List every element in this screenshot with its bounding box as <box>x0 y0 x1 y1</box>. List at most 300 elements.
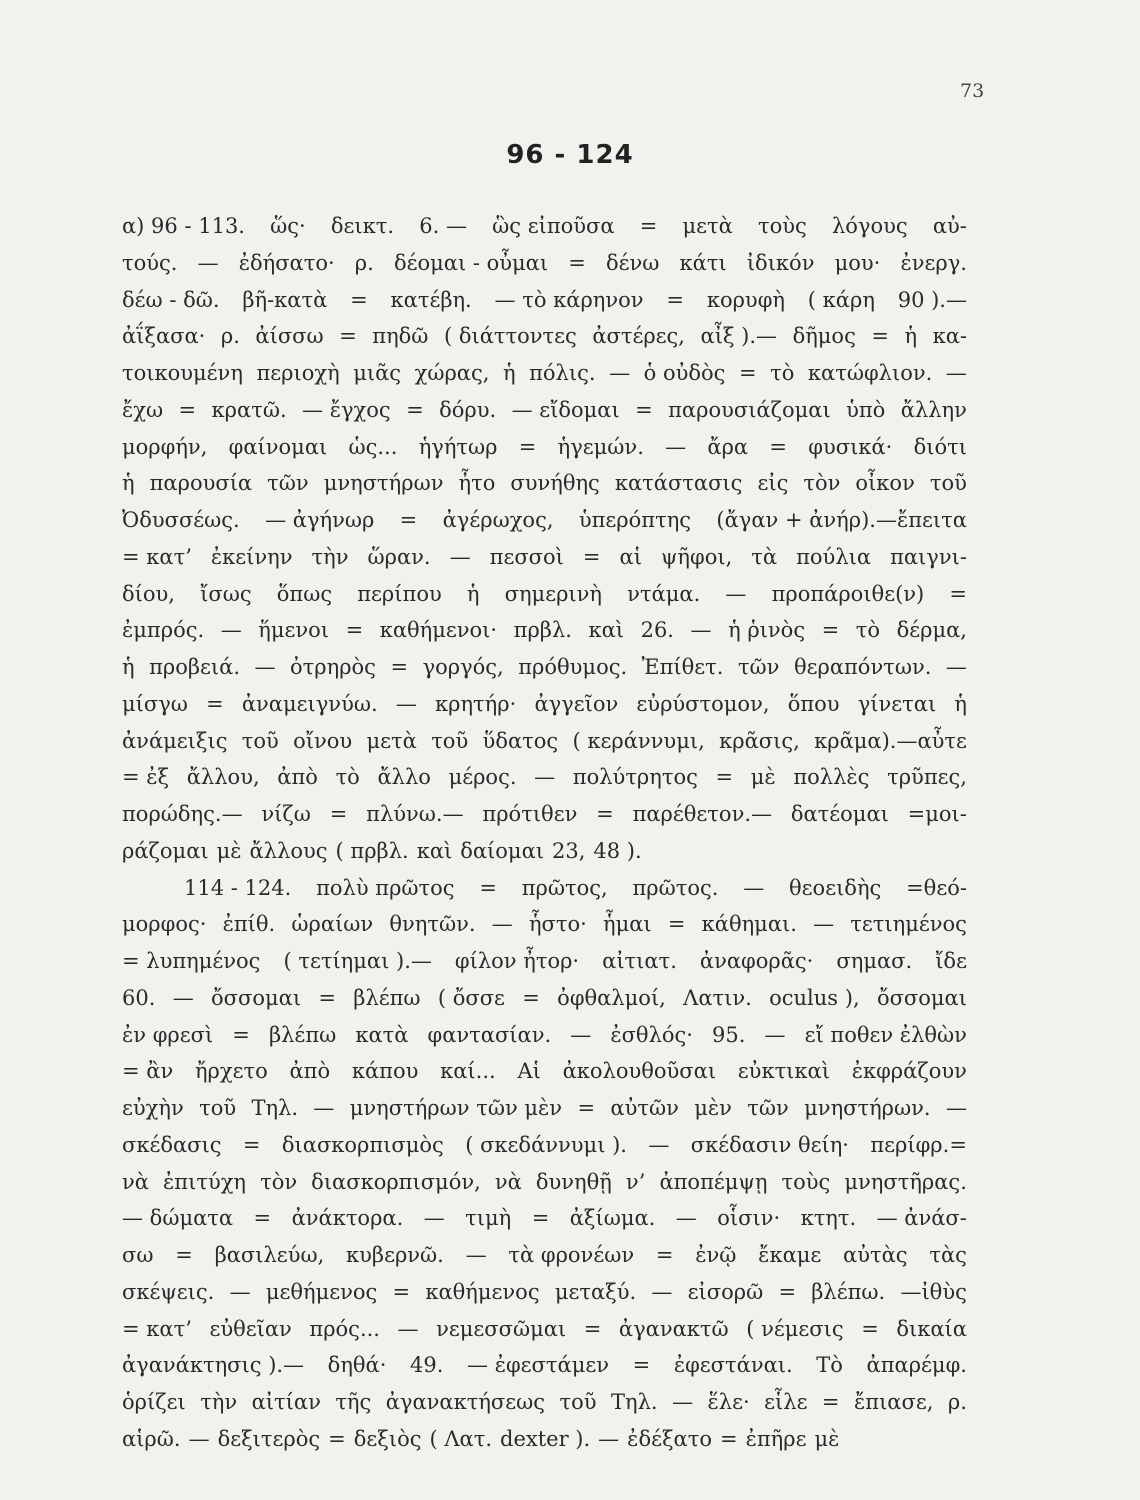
word: = <box>406 397 424 422</box>
word: Ἐπίθετ. <box>641 655 724 679</box>
word: ( κεράννυμι, <box>572 728 705 753</box>
word: δηθά· <box>327 1353 387 1378</box>
word: ἀγανακτήσεως <box>385 1390 546 1414</box>
word: γίνεται <box>857 691 937 716</box>
word: ἀίσσω <box>255 324 324 349</box>
word: μεθήμενος <box>265 1279 378 1304</box>
word: — <box>491 912 513 937</box>
word: — ἀγήνωρ <box>265 508 375 532</box>
word: φίλον ἦτορ· <box>454 949 580 973</box>
word: ἰδικόν <box>746 250 815 275</box>
word: τούς. <box>122 250 178 275</box>
word: ὡς... <box>348 434 398 459</box>
word: 26. <box>640 618 674 643</box>
word: εὐχὴν <box>122 1096 184 1120</box>
word: ἀπὸ <box>289 1059 331 1084</box>
word: ἀναμειγνύω. <box>241 691 378 716</box>
text-line <box>122 465 967 502</box>
text-line <box>122 612 967 649</box>
word: = <box>778 1279 797 1304</box>
word: — <box>764 1022 786 1047</box>
word: ἤρχετο <box>194 1059 268 1084</box>
word: ἐδήσατο· <box>238 250 335 275</box>
word: κατάστασις <box>614 471 743 496</box>
word: τὸν <box>260 1169 298 1194</box>
word: = <box>329 802 348 826</box>
word: ἡ <box>502 361 516 385</box>
word: ἄλλου, <box>186 765 260 790</box>
text-line <box>122 1017 967 1054</box>
word: καθήμενος <box>425 1279 540 1304</box>
word: ἀκολουθοῦσαι <box>562 1059 717 1084</box>
word: ὄσσομαι <box>876 985 967 1010</box>
word: δεικτ. <box>330 214 395 238</box>
word: ἀποπέμψῃ <box>659 1169 768 1194</box>
text-line <box>122 1347 967 1384</box>
word: = <box>596 802 614 826</box>
word: καὶ <box>588 618 625 643</box>
text-line <box>122 759 967 796</box>
text-line <box>122 1164 967 1201</box>
word: θνητῶν. <box>389 912 476 937</box>
word: = <box>577 1096 596 1120</box>
word: ἀνάκτορα. <box>291 1206 404 1231</box>
text-line <box>122 1421 967 1458</box>
word: ἴδε <box>935 949 967 973</box>
word: μετὰ <box>366 728 417 753</box>
text-line <box>122 649 967 686</box>
word: ὑπερόπτης <box>578 508 692 532</box>
word: σημερινὴ <box>504 581 603 606</box>
word: ἄλλο <box>377 765 431 790</box>
word: = <box>719 1426 738 1451</box>
word: =μοι- <box>907 802 967 826</box>
word: ἦτο <box>458 471 496 496</box>
word: = <box>738 361 757 385</box>
word: δαίομαι <box>460 838 544 863</box>
word: τὴν <box>311 544 349 569</box>
word: ἥμενοι <box>258 618 330 643</box>
text-line <box>122 1384 967 1421</box>
word: = <box>715 765 734 790</box>
word: — <box>570 1022 592 1047</box>
word: ὑπὸ <box>846 397 886 422</box>
word: — <box>220 618 242 643</box>
word: δεξιὸς <box>353 1426 422 1451</box>
word: γοργός, <box>422 655 504 679</box>
word: ἐφεστάναι. <box>673 1353 793 1378</box>
word: δεξιτερὸς <box>217 1426 321 1451</box>
word: λόγους <box>831 214 908 238</box>
word: ἐπῆρε <box>745 1426 807 1451</box>
word: χώρας, <box>414 361 490 385</box>
word: τοῦ <box>241 728 279 753</box>
word: περίφρ.= <box>870 1132 967 1157</box>
word: — <box>313 1096 335 1120</box>
word: φυσικά· <box>808 434 893 459</box>
word: εὐρύστομον, <box>636 691 770 716</box>
word: ( διάττοντες <box>443 324 577 349</box>
page-number: 73 <box>960 80 985 102</box>
body-text <box>122 208 967 1458</box>
word: ψῆφοι, <box>660 544 733 569</box>
word: αὐ- <box>932 214 967 238</box>
word: — <box>465 1243 487 1267</box>
word: = <box>522 985 540 1010</box>
word: τὰ φρονέων <box>508 1243 635 1267</box>
text-line <box>122 429 967 466</box>
word: — <box>397 1316 419 1341</box>
word: μεταξύ. <box>554 1279 637 1304</box>
word: πολύτρητος <box>572 765 698 790</box>
word: πλύνω.— <box>366 802 464 826</box>
text-line <box>122 723 967 760</box>
word: τὸ <box>770 361 795 385</box>
word: ( κάρη <box>807 287 875 312</box>
word: = <box>568 250 586 275</box>
word: δικαία <box>896 1316 967 1341</box>
word: μνηστήρων. <box>804 1096 931 1120</box>
word: α) 96 - 113. <box>122 214 245 238</box>
word: — <box>598 1426 620 1451</box>
word: μετὰ <box>682 214 733 238</box>
word: δέομαι - οὖμαι <box>393 250 549 275</box>
word: μνηστήρων <box>323 471 444 496</box>
text-line <box>122 318 967 355</box>
word: ὣς εἰποῦσα <box>492 214 615 238</box>
word: ἡγεμών. <box>557 434 644 459</box>
word: κατὰ <box>355 1022 409 1047</box>
word: τὸ <box>335 765 360 790</box>
word: = <box>821 1390 840 1414</box>
word: oculus ), <box>769 985 860 1010</box>
word: ἄλλους <box>249 838 328 863</box>
word: ἀνάμειξις <box>122 728 228 753</box>
text-line <box>122 943 967 980</box>
word: ἐνῷ <box>695 1243 737 1267</box>
word: βλέπω <box>268 1022 337 1047</box>
word: — <box>172 985 194 1010</box>
word: πρβλ. <box>513 618 572 643</box>
word: ἄλλην <box>900 397 967 422</box>
word: ἡ <box>122 471 135 496</box>
word: μνηστῆρας. <box>844 1169 967 1194</box>
word: σημασ. <box>836 949 913 973</box>
word: ὅπως <box>276 581 333 606</box>
word: κατώφλιον. <box>807 361 933 385</box>
word: τὰς <box>929 1243 967 1267</box>
word: πρῶτος. <box>632 875 719 900</box>
word: ἐνεργ. <box>900 250 967 275</box>
word: μιᾶς <box>353 361 402 385</box>
word: ἀγγεῖον <box>534 691 619 716</box>
word: πηδῶ <box>372 324 429 349</box>
word: διότι <box>913 434 967 459</box>
word: = <box>635 397 653 422</box>
word: ἀστέρες, <box>592 324 685 349</box>
word: — <box>395 691 417 716</box>
word: αἰτιατ. <box>602 949 677 973</box>
word: = <box>871 324 889 349</box>
word: κρητήρ· <box>434 691 517 716</box>
word: Ὀδυσσέως. <box>122 508 240 532</box>
word: ἕλε· <box>707 1390 750 1414</box>
word: = <box>328 1426 346 1451</box>
word: προπάροιθε(ν) <box>771 581 925 606</box>
word: 23, <box>552 838 586 863</box>
text-line <box>122 1274 967 1311</box>
word: τοὺς <box>781 1169 831 1194</box>
word: ὁρίζει <box>122 1390 186 1414</box>
word: — <box>188 1426 210 1451</box>
word: ἀΐξασα· <box>122 324 206 349</box>
word: τοὺς <box>758 214 807 238</box>
word: εἰς <box>757 471 789 496</box>
word: = ἐξ <box>122 765 170 790</box>
word: = <box>632 1353 651 1378</box>
text-line <box>122 576 967 613</box>
word: Αἱ <box>517 1059 541 1084</box>
word: — <box>813 912 835 937</box>
word: = <box>655 1243 674 1267</box>
word: εὐκτικαὶ <box>737 1059 830 1084</box>
word: — <box>675 1206 697 1231</box>
word: κα- <box>932 324 967 349</box>
word: πρόθυμος. <box>518 655 628 679</box>
word: 95. <box>712 1022 746 1047</box>
word: πολὺ πρῶτος <box>316 875 455 900</box>
word: τὸν <box>803 471 841 496</box>
word: τιμὴ <box>465 1206 512 1231</box>
word: κρᾶσις, <box>719 728 800 753</box>
word: ( πρβλ. <box>335 838 409 863</box>
word: νίζω <box>261 802 311 826</box>
word: ρ. <box>220 324 240 349</box>
word: = ἂν <box>122 1059 174 1084</box>
text-line <box>122 208 967 245</box>
word: 48 ). <box>593 838 642 863</box>
word: μὲ <box>216 838 242 863</box>
text-line <box>122 1200 967 1237</box>
word: κρατῶ. <box>211 397 287 422</box>
word: ράζομαι <box>122 838 209 863</box>
word: — <box>945 361 967 385</box>
word: κρᾶμα).—αὖτε <box>814 728 967 753</box>
word: — <box>229 1279 251 1304</box>
word: πορώδης.— <box>122 802 243 826</box>
word: βῆ-κατὰ <box>242 287 328 312</box>
word: — ἔγχος <box>302 397 391 422</box>
word: = <box>667 912 686 937</box>
word: τοῦ <box>559 1390 597 1414</box>
text-line <box>122 686 967 723</box>
word: παρουσιάζομαι <box>668 397 831 422</box>
word: =θεό- <box>906 875 967 900</box>
word: ἄρα <box>707 434 749 459</box>
word: μνηστήρων τῶν μὲν <box>349 1096 563 1120</box>
word: οἶκον <box>855 471 915 496</box>
word: ὁ οὐδὸς <box>643 361 726 385</box>
word: ἔκαμε <box>758 1243 822 1267</box>
word: ἡ <box>466 581 480 606</box>
text-line <box>122 870 967 907</box>
word: ἴσως <box>200 581 252 606</box>
word: ( τετίημαι ).— <box>283 949 432 973</box>
word: ἐπιτύχη <box>163 1169 247 1194</box>
word: ρ. <box>947 1390 967 1414</box>
word: ρ. <box>354 250 374 275</box>
word: πεσσοὶ <box>489 544 564 569</box>
word: = <box>479 875 497 900</box>
word: ἡ <box>904 324 918 349</box>
word: κατέβη. <box>390 287 472 312</box>
text-line <box>122 796 967 833</box>
word: προβειά. <box>149 655 240 679</box>
word: δέω - δῶ. <box>122 287 220 312</box>
word: θεραπόντων. <box>793 655 932 679</box>
word: = <box>582 544 601 569</box>
word: σω <box>122 1243 154 1267</box>
word: εἷλε <box>764 1390 808 1414</box>
word: 6. — <box>419 214 467 238</box>
word: τοῦ <box>199 1096 237 1120</box>
word: ὥραν. <box>367 544 431 569</box>
word: = <box>178 397 197 422</box>
word: πόλις. <box>529 361 596 385</box>
word: — εἴδομαι <box>511 397 620 422</box>
word: — ἐφεστάμεν <box>467 1353 609 1378</box>
word: = <box>531 1206 550 1231</box>
word: τὰ <box>751 544 778 569</box>
word: σκέδασις <box>122 1132 222 1157</box>
word: ἀναφορᾶς· <box>699 949 814 973</box>
word: ἡγήτωρ <box>418 434 498 459</box>
word: παρέθετον.— <box>632 802 773 826</box>
word: μὲ <box>750 765 776 790</box>
word: σκέδασιν θείη· <box>690 1132 849 1157</box>
word: δένω <box>605 250 660 275</box>
word: ὅπου <box>787 691 840 716</box>
text-line <box>122 1127 967 1164</box>
text-line <box>122 502 967 539</box>
word: οἴνου <box>293 728 353 753</box>
word: — <box>254 655 276 679</box>
word: κάτι <box>679 250 727 275</box>
word: κορυφὴ <box>706 287 785 312</box>
word: εἰσορῶ <box>687 1279 764 1304</box>
word: dexter ). <box>500 1426 591 1451</box>
word: ἡ <box>122 655 135 679</box>
word: ἀγανακτῶ <box>618 1316 729 1341</box>
word: τὸ <box>855 618 881 643</box>
word: — <box>651 1279 673 1304</box>
word: δέρμα, <box>896 618 967 643</box>
text-line <box>122 1237 967 1274</box>
word: = <box>345 618 364 643</box>
word: = <box>666 287 684 312</box>
word: Τὸ <box>816 1353 843 1378</box>
word: = <box>769 434 787 459</box>
word: τοικουμένη <box>122 361 243 385</box>
word: = <box>392 1279 411 1304</box>
word: — <box>423 1206 445 1231</box>
word: εὐθεῖαν <box>209 1316 292 1341</box>
word: = <box>518 434 537 459</box>
word: — <box>534 765 556 790</box>
text-line <box>122 392 967 429</box>
word: ὥς· <box>270 214 306 238</box>
word: δίου, <box>122 581 175 606</box>
word: = κατ’ <box>122 1316 192 1341</box>
word: κυβερνῶ. <box>346 1243 444 1267</box>
word: — <box>197 250 219 275</box>
word: ἀγανάκτησις ).— <box>122 1353 305 1378</box>
word: = κατ’ <box>122 544 192 569</box>
page-heading: 96 - 124 <box>506 140 634 170</box>
word: ἀξίωμα. <box>569 1206 656 1231</box>
word: αἱ <box>619 544 642 569</box>
word: — δώματα <box>122 1206 234 1231</box>
word: ἐδέξατο <box>627 1426 712 1451</box>
word: πρῶτος, <box>521 875 608 900</box>
word: βασιλεύω, <box>214 1243 325 1267</box>
word: Τηλ. <box>251 1096 299 1120</box>
word: θεοειδὴς <box>789 875 882 900</box>
word: κάθημαι. <box>701 912 797 937</box>
word: καὶ <box>416 838 453 863</box>
word: = <box>821 618 840 643</box>
word: — <box>609 361 631 385</box>
word: σκέψεις. <box>122 1279 215 1304</box>
word: φαίνομαι <box>228 434 328 459</box>
word: — <box>665 434 687 459</box>
word: καθήμενοι· <box>379 618 498 643</box>
word: καί... <box>440 1059 496 1084</box>
word: ( Λατ. <box>429 1426 492 1451</box>
word: παρουσία <box>149 471 253 496</box>
word: = <box>583 1316 602 1341</box>
word: ν’ <box>625 1169 646 1194</box>
word: δυνηθῇ <box>535 1169 612 1194</box>
text-line <box>122 539 967 576</box>
word: τοῦ <box>431 728 469 753</box>
word: ἧστο· <box>528 912 587 937</box>
word: τῶν <box>267 471 309 496</box>
text-line <box>122 355 967 392</box>
word: ὡραίων <box>291 912 374 937</box>
word: — <box>945 1096 967 1120</box>
word: αἰτίαν <box>251 1390 321 1414</box>
word: ὕδατος <box>482 728 559 753</box>
word: ὀφθαλμοί, <box>557 985 666 1010</box>
word: μὲ <box>814 1426 840 1451</box>
word: = λυπημένος <box>122 949 261 973</box>
word: πολλὲς <box>793 765 870 790</box>
word: φαντασίαν. <box>427 1022 552 1047</box>
word: ἔπιασε, <box>854 1390 934 1414</box>
word: μορφήν, <box>122 434 208 459</box>
word: νεμεσσῶμαι <box>436 1316 567 1341</box>
word: = <box>232 1022 250 1047</box>
word: τοῦ <box>929 471 967 496</box>
word: ὀτρηρὸς <box>290 655 376 679</box>
word: τῆς <box>335 1390 372 1414</box>
word: ἧμαι <box>603 912 652 937</box>
word: αὐτὰς <box>843 1243 908 1267</box>
word: ( νέμεσις <box>746 1316 844 1341</box>
word: = <box>399 508 418 532</box>
word: ἐπίθ. <box>222 912 276 937</box>
